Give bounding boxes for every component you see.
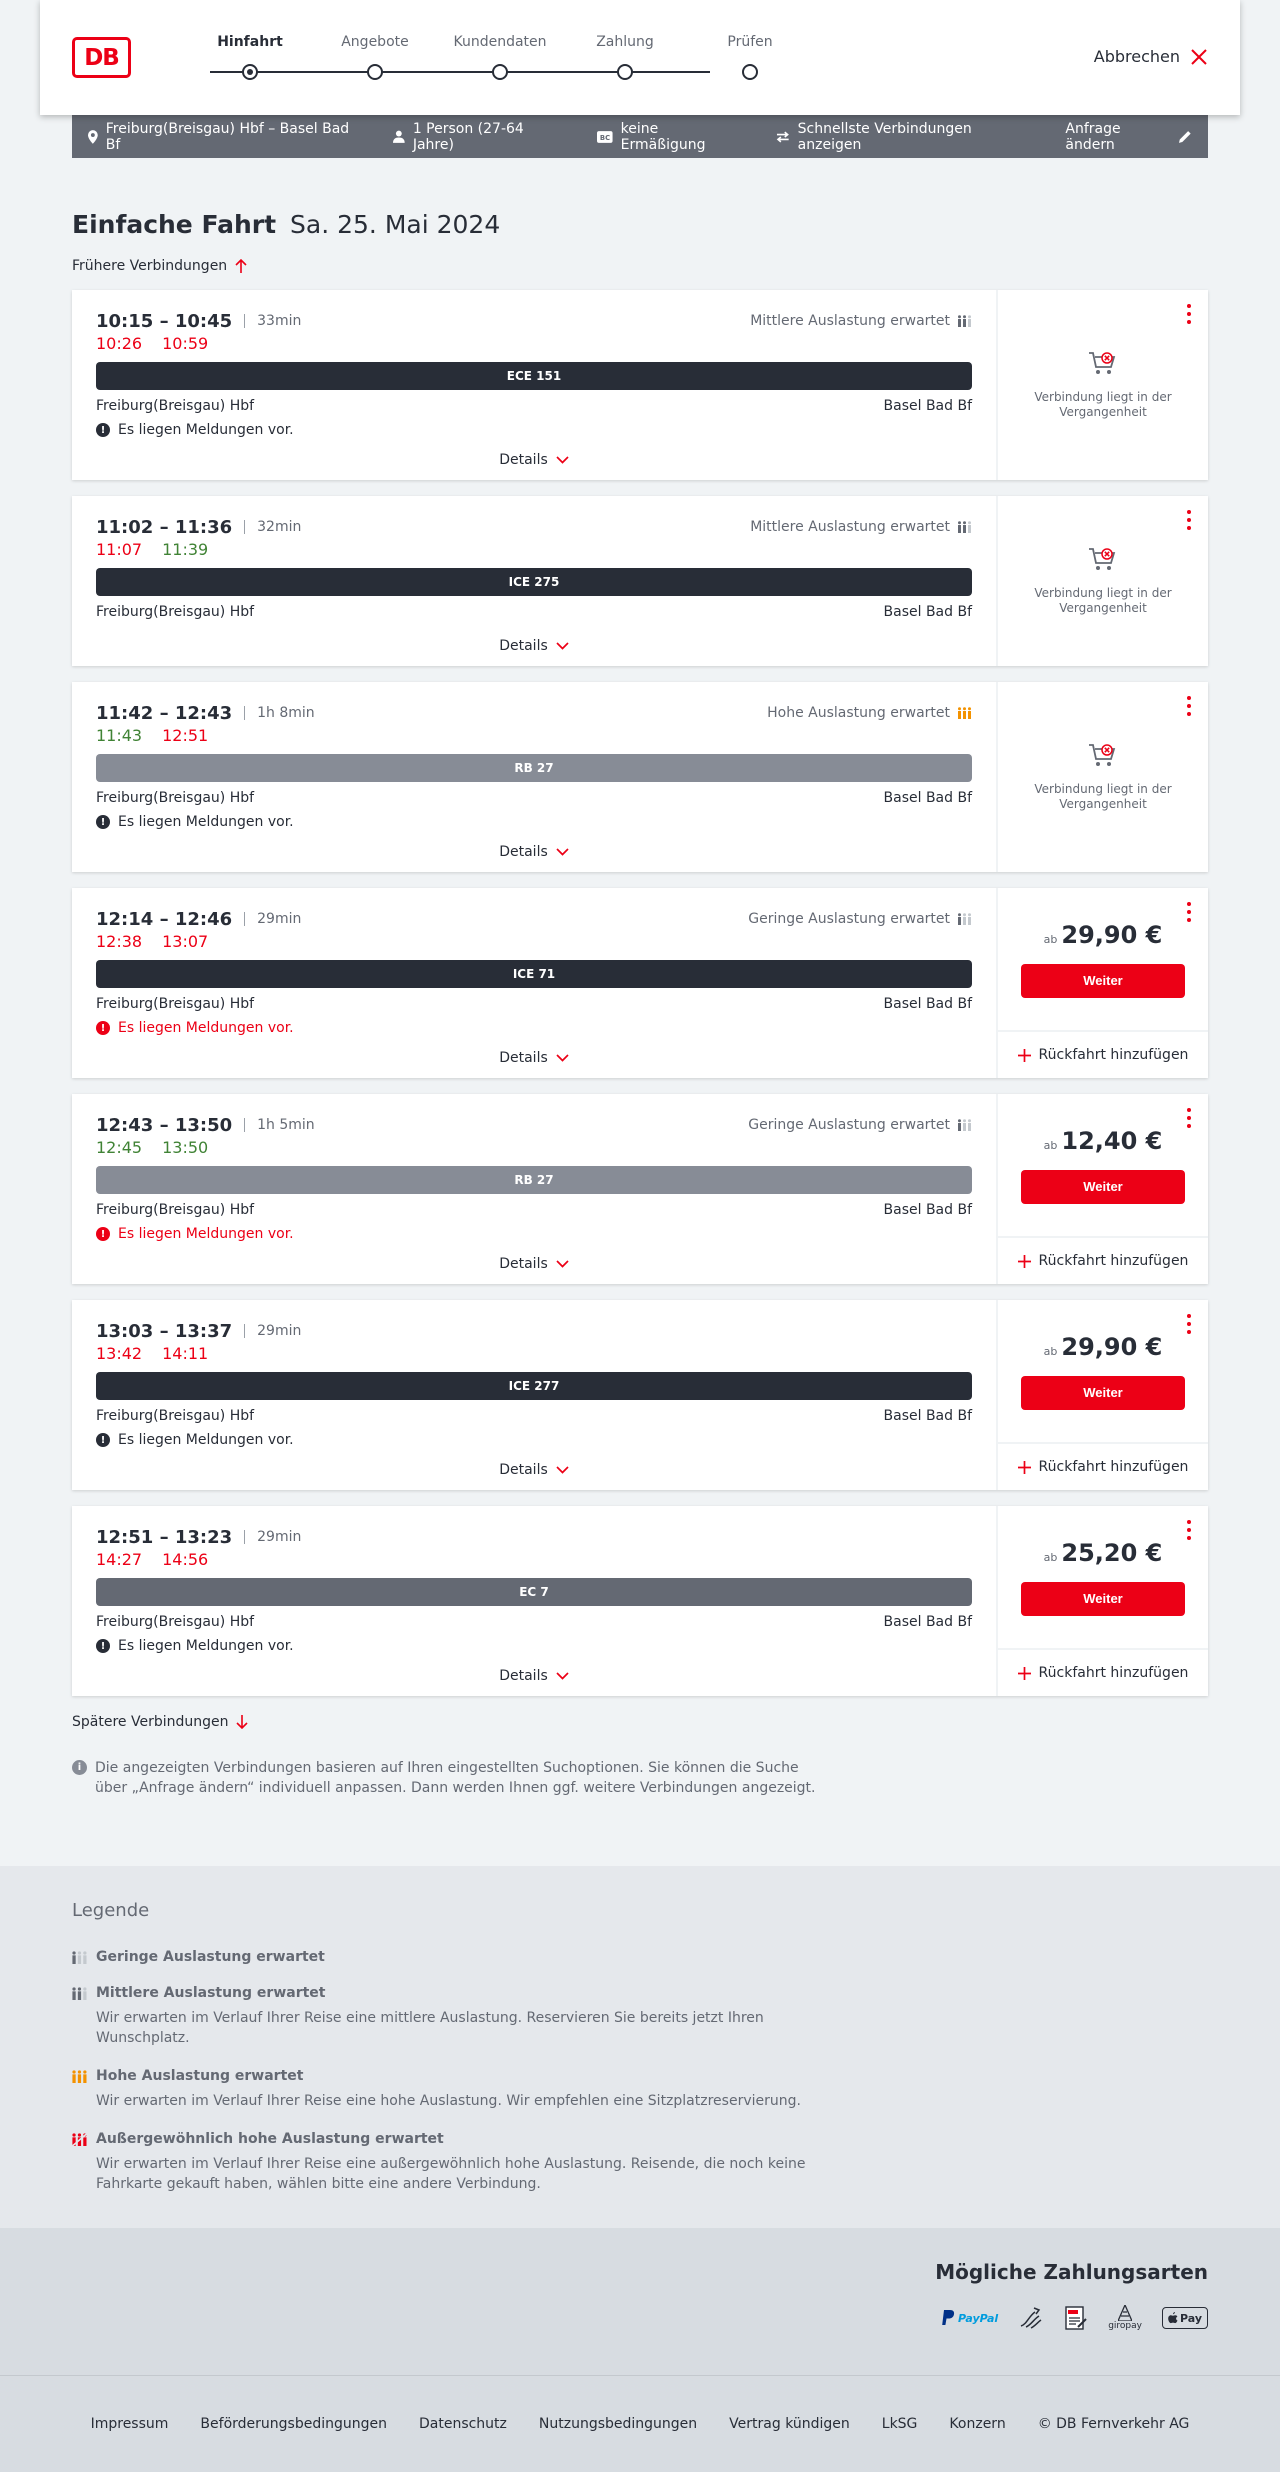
connection-info <box>72 1300 996 1490</box>
message-text: Es liegen Meldungen vor. <box>118 1226 294 1242</box>
divider <box>244 1118 245 1132</box>
stations <box>96 996 972 1012</box>
exclamation-icon: ! <box>96 1021 110 1035</box>
duration: 1h 5min <box>257 1117 315 1133</box>
search-info-text: Die angezeigten Verbindungen basieren auf Ihren eingestellten Suchoptionen. Sie können die Suche über „Anfrage ändern“ individuell anpassen. Dann werden Ihnen ggf. weitere Verbindungen angezeigt. <box>95 1760 816 1796</box>
footer-link-datenschutz[interactable]: Datenschutz <box>418 2416 507 2432</box>
realtime-departure: 11:07 <box>96 540 143 559</box>
message-text: Es liegen Meldungen vor. <box>118 1638 294 1654</box>
occupancy-high-icon <box>958 707 972 719</box>
add-return-button[interactable] <box>998 1236 1208 1284</box>
stations <box>96 1202 972 1218</box>
message-notice <box>96 1638 972 1654</box>
realtime-times <box>96 334 972 353</box>
departure-station: Freiburg(Breisgau) Hbf <box>96 398 255 414</box>
offer-panel <box>996 496 1208 666</box>
occupancy-high-icon <box>72 2070 88 2083</box>
step-dot-angebote <box>367 64 383 80</box>
occupancy-medium-icon <box>958 315 972 327</box>
paypal-label: PayPal <box>958 2311 999 2325</box>
legend-title: Legende <box>72 1900 150 1921</box>
price-prefix: ab <box>1043 1550 1058 1564</box>
apple-pay-label: Pay <box>1179 2311 1202 2325</box>
svg-text:BC: BC <box>600 133 611 142</box>
price-value: 29,90 € <box>1061 1332 1163 1361</box>
more-options-icon[interactable] <box>1184 1314 1194 1334</box>
step-pruefen: Prüfen <box>727 34 773 50</box>
page-title <box>72 210 1208 239</box>
duration: 33min <box>257 313 302 329</box>
realtime-times <box>96 1344 972 1363</box>
add-return-button[interactable] <box>998 1030 1208 1078</box>
divider <box>244 1324 245 1338</box>
pencil-icon <box>1179 130 1192 143</box>
connection-card[interactable] <box>72 290 1208 480</box>
search-summary-bar <box>72 115 1208 158</box>
direct-debit-icon <box>1018 2304 1044 2332</box>
past-connection-notice <box>998 290 1208 480</box>
summary-travellers <box>393 121 565 153</box>
occupancy-info <box>748 911 972 927</box>
legend-item-text: Wir erwarten im Verlauf Ihrer Reise eine außergewöhnlich hohe Auslastung. Reisende, die noch keine Fahrkarte gekauft haben, wählen bitte eine andere Verbindung. <box>96 2156 806 2192</box>
chevron-down-icon <box>556 1466 569 1474</box>
legend-item-medium <box>72 1985 1208 2048</box>
db-logo[interactable]: DB <box>72 37 131 78</box>
realtime-departure: 10:26 <box>96 334 143 353</box>
continue-button[interactable]: Weiter <box>1021 1376 1185 1410</box>
train-bar: ICE 71 <box>96 960 972 988</box>
message-text: Es liegen Meldungen vor. <box>118 814 294 830</box>
realtime-arrival: 10:59 <box>162 334 209 353</box>
stations <box>96 398 972 414</box>
summary-option <box>776 121 1033 153</box>
connection-card[interactable] <box>72 888 1208 1078</box>
payment-methods-title: Mögliche Zahlungsarten <box>935 2260 1208 2284</box>
more-options-icon[interactable] <box>1184 510 1194 530</box>
arrow-down-icon <box>236 1715 248 1729</box>
occupancy-low-icon <box>958 913 972 925</box>
step-zahlung: Zahlung <box>596 34 654 50</box>
price-area <box>998 1300 1208 1442</box>
occupancy-label: Geringe Auslastung erwartet <box>748 1117 950 1133</box>
realtime-times <box>96 1138 972 1157</box>
arrival-station: Basel Bad Bf <box>883 790 972 806</box>
cancel-label: Abbrechen <box>1093 47 1180 66</box>
progress-line <box>210 71 710 73</box>
offer-panel <box>996 888 1208 1078</box>
realtime-times <box>96 726 972 745</box>
connection-info <box>72 496 996 666</box>
train-bar: RB 27 <box>96 754 972 782</box>
price-area <box>998 1094 1208 1236</box>
cart-cross-icon <box>1088 350 1118 378</box>
copyright: © DB Fernverkehr AG <box>1037 2416 1190 2432</box>
past-connection-text: Verbindung liegt in der Vergangenheit <box>1034 390 1172 419</box>
earlier-connections-link[interactable] <box>72 258 247 274</box>
add-return-label: Rückfahrt hinzufügen <box>1038 1665 1189 1681</box>
cart-cross-icon <box>1088 742 1118 770</box>
realtime-departure: 14:27 <box>96 1550 143 1569</box>
connection-info <box>72 682 996 872</box>
footer-link-impressum[interactable]: Impressum <box>90 2416 169 2432</box>
exclamation-icon: ! <box>96 1433 110 1447</box>
legend-item-title: Hohe Auslastung erwartet <box>96 2068 304 2084</box>
occupancy-info <box>750 313 972 329</box>
price-area <box>998 1506 1208 1648</box>
legend-item-text: Wir erwarten im Verlauf Ihrer Reise eine hohe Auslastung. Wir empfehlen eine Sitzplatzreservierung. <box>96 2093 801 2109</box>
exclamation-icon: ! <box>96 423 110 437</box>
connection-card[interactable] <box>72 496 1208 666</box>
giropay-label: giropay <box>1108 2321 1142 2331</box>
stations <box>96 604 972 620</box>
summary-route <box>88 121 361 153</box>
price-area <box>998 888 1208 1030</box>
planned-times: 12:14 – 12:46 <box>96 908 233 930</box>
occupancy-info <box>750 519 972 535</box>
footer-link-nutzungsbedingungen[interactable]: Nutzungsbedingungen <box>538 2416 698 2432</box>
arrival-station: Basel Bad Bf <box>883 1202 972 1218</box>
exclamation-icon: ! <box>96 815 110 829</box>
plus-icon <box>1018 1049 1031 1062</box>
past-connection-notice <box>998 496 1208 666</box>
invoice-icon <box>1064 2304 1088 2332</box>
departure-station: Freiburg(Breisgau) Hbf <box>96 1202 255 1218</box>
exclamation-icon: ! <box>96 1227 110 1241</box>
location-pin-icon <box>88 130 98 144</box>
paypal-icon <box>941 2304 998 2332</box>
legend-item-title: Mittlere Auslastung erwartet <box>96 1985 326 2001</box>
occupancy-info <box>767 705 972 721</box>
realtime-arrival: 14:11 <box>162 1344 209 1363</box>
more-options-icon[interactable] <box>1184 1520 1194 1540</box>
header <box>40 0 1240 115</box>
occupancy-medium-icon <box>72 1987 88 2000</box>
price-value: 12,40 € <box>1061 1126 1163 1155</box>
connection-info <box>72 1094 996 1284</box>
summary-route-text: Freiburg(Breisgau) Hbf – Basel Bad Bf <box>105 120 350 153</box>
planned-times: 13:03 – 13:37 <box>96 1320 233 1342</box>
bahncard-icon <box>597 131 613 143</box>
planned-times: 11:42 – 12:43 <box>96 702 233 724</box>
details-label: Details <box>499 452 548 468</box>
footer-link-befoerderungsbedingungen[interactable]: Beförderungsbedingungen <box>200 2416 387 2432</box>
chevron-down-icon <box>556 848 569 856</box>
cart-cross-icon <box>1088 546 1118 574</box>
occupancy-info <box>748 1117 972 1133</box>
train-bar: ICE 275 <box>96 568 972 596</box>
divider <box>244 314 245 328</box>
footer <box>0 2375 1280 2472</box>
duration: 29min <box>257 911 302 927</box>
price <box>1044 1333 1163 1361</box>
planned-times: 12:43 – 13:50 <box>96 1114 233 1136</box>
price <box>1044 1127 1163 1155</box>
offer-panel <box>996 1094 1208 1284</box>
details-label: Details <box>499 844 548 860</box>
connection-info <box>72 290 996 480</box>
planned-times: 12:51 – 13:23 <box>96 1526 233 1548</box>
legend-item-text: Wir erwarten im Verlauf Ihrer Reise eine mittlere Auslastung. Reservieren Sie bereits jetzt Ihren Wunschplatz. <box>96 2010 764 2046</box>
realtime-arrival: 14:56 <box>162 1550 209 1569</box>
chevron-down-icon <box>556 456 569 464</box>
realtime-times <box>96 540 972 559</box>
add-return-label: Rückfahrt hinzufügen <box>1038 1253 1189 1269</box>
step-angebote: Angebote <box>341 34 409 50</box>
more-options-icon[interactable] <box>1184 696 1194 716</box>
payment-icons <box>941 2304 1208 2332</box>
details-toggle[interactable] <box>72 1050 996 1066</box>
summary-discount <box>597 121 744 153</box>
legend-item-high <box>72 2068 1208 2111</box>
plus-icon <box>1018 1667 1031 1680</box>
apple-pay-icon <box>1162 2307 1208 2329</box>
continue-button[interactable]: Weiter <box>1021 964 1185 998</box>
message-notice <box>96 1226 972 1242</box>
price <box>1044 921 1163 949</box>
chevron-down-icon <box>556 1260 569 1268</box>
planned-times: 11:02 – 11:36 <box>96 516 233 538</box>
search-info-notice <box>72 1758 832 1798</box>
summary-discount-text: keine Ermäßigung <box>620 120 706 153</box>
message-text: Es liegen Meldungen vor. <box>118 422 294 438</box>
earlier-connections-label: Frühere Verbindungen <box>72 258 228 274</box>
occupancy-low-icon <box>958 1119 972 1131</box>
occupancy-medium-icon <box>958 521 972 533</box>
trip-date: Sa. 25. Mai 2024 <box>290 210 501 239</box>
message-notice <box>96 1432 972 1448</box>
connection-info <box>72 888 996 1078</box>
step-dot-pruefen <box>742 64 758 80</box>
duration: 1h 8min <box>257 705 315 721</box>
realtime-departure: 12:45 <box>96 1138 143 1157</box>
arrow-up-icon <box>235 259 247 273</box>
occupancy-label: Mittlere Auslastung erwartet <box>750 313 950 329</box>
train-bar: EC 7 <box>96 1578 972 1606</box>
planned-times: 10:15 – 10:45 <box>96 310 233 332</box>
plus-icon <box>1018 1255 1031 1268</box>
realtime-arrival: 13:07 <box>162 932 209 951</box>
message-notice <box>96 1020 972 1036</box>
train-bar: ICE 277 <box>96 1372 972 1400</box>
info-icon: i <box>72 1760 87 1775</box>
stations <box>96 1408 972 1424</box>
arrival-station: Basel Bad Bf <box>883 604 972 620</box>
duration: 29min <box>257 1529 302 1545</box>
realtime-arrival: 11:39 <box>162 540 209 559</box>
chevron-down-icon <box>556 1054 569 1062</box>
main-content <box>72 210 1208 1798</box>
close-icon <box>1190 48 1208 66</box>
offer-panel <box>996 290 1208 480</box>
occupancy-label: Geringe Auslastung erwartet <box>748 911 950 927</box>
chevron-down-icon <box>556 642 569 650</box>
train-bar: RB 27 <box>96 1166 972 1194</box>
payment-methods-section <box>0 2228 1280 2375</box>
departure-station: Freiburg(Breisgau) Hbf <box>96 790 255 806</box>
add-return-label: Rückfahrt hinzufügen <box>1038 1047 1189 1063</box>
price-prefix: ab <box>1043 1138 1058 1152</box>
message-text: Es liegen Meldungen vor. <box>118 1020 294 1036</box>
realtime-departure: 12:38 <box>96 932 143 951</box>
step-dot-hinfahrt <box>242 64 258 80</box>
arrival-station: Basel Bad Bf <box>883 398 972 414</box>
details-label: Details <box>499 1462 548 1478</box>
step-dot-kundendaten <box>492 64 508 80</box>
details-toggle[interactable] <box>72 1668 996 1684</box>
price-value: 29,90 € <box>1061 920 1163 949</box>
chevron-down-icon <box>556 1672 569 1680</box>
realtime-arrival: 13:50 <box>162 1138 209 1157</box>
divider <box>244 1530 245 1544</box>
exclamation-icon: ! <box>96 1639 110 1653</box>
person-icon <box>393 130 405 143</box>
divider <box>244 912 245 926</box>
price-prefix: ab <box>1043 932 1058 946</box>
details-label: Details <box>499 1050 548 1066</box>
realtime-departure: 11:43 <box>96 726 143 745</box>
add-return-button[interactable] <box>998 1442 1208 1490</box>
realtime-times <box>96 1550 972 1569</box>
footer-link-lksg[interactable]: LkSG <box>881 2416 918 2432</box>
later-connections-link[interactable] <box>72 1714 248 1730</box>
price <box>1044 1539 1163 1567</box>
message-notice <box>96 422 972 438</box>
details-toggle[interactable] <box>72 638 996 654</box>
arrival-station: Basel Bad Bf <box>883 1614 972 1630</box>
change-request-label: Anfrage ändern <box>1065 120 1121 153</box>
add-return-button[interactable] <box>998 1648 1208 1696</box>
stations <box>96 1614 972 1630</box>
swap-arrows-icon <box>776 131 790 143</box>
occupancy-low-icon <box>72 1951 88 1964</box>
add-return-label: Rückfahrt hinzufügen <box>1038 1459 1189 1475</box>
realtime-times <box>96 932 972 951</box>
divider <box>244 520 245 534</box>
legend-item-title: Geringe Auslastung erwartet <box>96 1949 325 1965</box>
details-label: Details <box>499 1256 548 1272</box>
past-connection-text: Verbindung liegt in der Vergangenheit <box>1034 586 1172 615</box>
departure-station: Freiburg(Breisgau) Hbf <box>96 996 255 1012</box>
details-label: Details <box>499 1668 548 1684</box>
summary-option-text: Schnellste Verbindungen anzeigen <box>797 120 972 153</box>
stations <box>96 790 972 806</box>
duration: 32min <box>257 519 302 535</box>
occupancy-label: Mittlere Auslastung erwartet <box>750 519 950 535</box>
past-connection-notice <box>998 682 1208 872</box>
details-toggle[interactable] <box>72 844 996 860</box>
duration: 29min <box>257 1323 302 1339</box>
giropay-icon <box>1108 2304 1142 2332</box>
legend-item-title: Außergewöhnlich hohe Auslastung erwartet <box>96 2131 444 2147</box>
legend-item-extreme <box>72 2131 1208 2194</box>
change-request-button[interactable] <box>1065 121 1192 153</box>
train-bar: ECE 151 <box>96 362 972 390</box>
connection-card[interactable] <box>72 1300 1208 1490</box>
price-prefix: ab <box>1043 1344 1058 1358</box>
offer-panel <box>996 1300 1208 1490</box>
departure-station: Freiburg(Breisgau) Hbf <box>96 1408 255 1424</box>
footer-link-konzern[interactable]: Konzern <box>949 2416 1006 2432</box>
step-hinfahrt: Hinfahrt <box>217 34 283 50</box>
connection-card[interactable] <box>72 682 1208 872</box>
details-label: Details <box>499 638 548 654</box>
footer-link-vertrag-kuendigen[interactable]: Vertrag kündigen <box>729 2416 850 2432</box>
more-options-icon[interactable] <box>1184 1108 1194 1128</box>
offer-panel <box>996 1506 1208 1696</box>
legend-section <box>0 1866 1280 2228</box>
connection-card[interactable] <box>72 1506 1208 1696</box>
continue-button[interactable]: Weiter <box>1021 1582 1185 1616</box>
details-toggle[interactable] <box>72 452 996 468</box>
occupancy-extreme-icon <box>72 2133 88 2146</box>
occupancy-label: Hohe Auslastung erwartet <box>767 705 950 721</box>
realtime-arrival: 12:51 <box>162 726 209 745</box>
more-options-icon[interactable] <box>1184 304 1194 324</box>
plus-icon <box>1018 1461 1031 1474</box>
summary-travellers-text: 1 Person (27-64 Jahre) <box>412 120 524 153</box>
past-connection-text: Verbindung liegt in der Vergangenheit <box>1034 782 1172 811</box>
more-options-icon[interactable] <box>1184 902 1194 922</box>
arrival-station: Basel Bad Bf <box>883 996 972 1012</box>
connection-card[interactable] <box>72 1094 1208 1284</box>
trip-type: Einfache Fahrt <box>72 210 277 239</box>
connection-info <box>72 1506 996 1696</box>
details-toggle[interactable] <box>72 1462 996 1478</box>
departure-station: Freiburg(Breisgau) Hbf <box>96 604 255 620</box>
offer-panel <box>996 682 1208 872</box>
later-connections-label: Spätere Verbindungen <box>72 1714 229 1730</box>
step-kundendaten: Kundendaten <box>453 34 547 50</box>
divider <box>244 706 245 720</box>
cancel-button[interactable] <box>1094 47 1208 66</box>
step-dot-zahlung <box>617 64 633 80</box>
departure-station: Freiburg(Breisgau) Hbf <box>96 1614 255 1630</box>
continue-button[interactable]: Weiter <box>1021 1170 1185 1204</box>
arrival-station: Basel Bad Bf <box>883 1408 972 1424</box>
price-value: 25,20 € <box>1061 1538 1163 1567</box>
details-toggle[interactable] <box>72 1256 996 1272</box>
realtime-departure: 13:42 <box>96 1344 143 1363</box>
legend-item-low <box>72 1949 1208 1965</box>
message-notice <box>96 814 972 830</box>
message-text: Es liegen Meldungen vor. <box>118 1432 294 1448</box>
